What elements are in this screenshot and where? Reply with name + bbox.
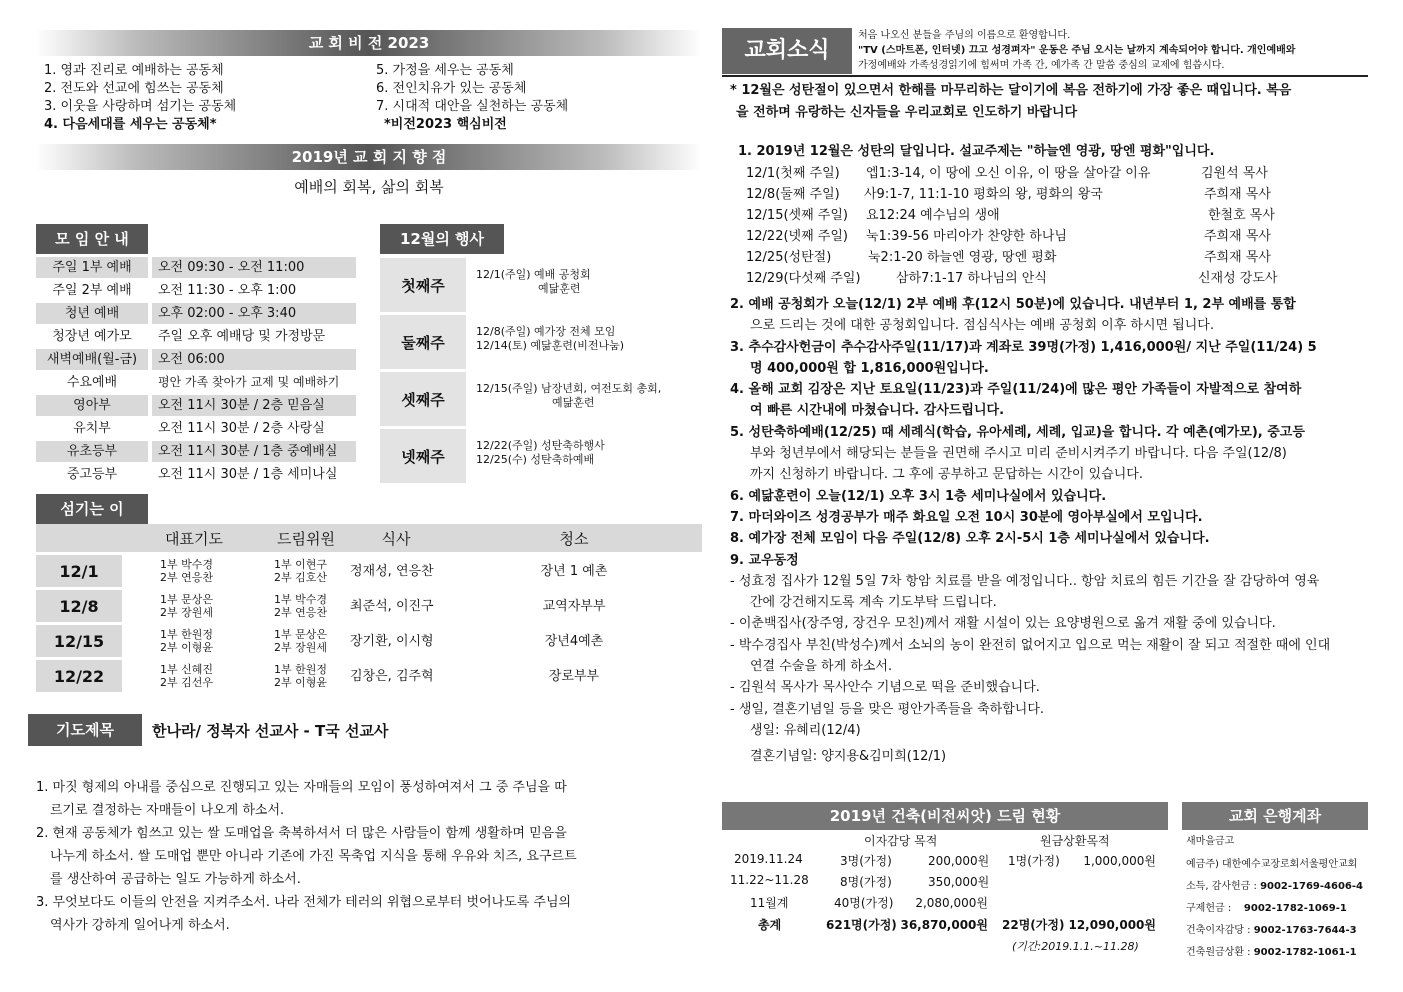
news-line: 8. 예가장 전체 모임이 다음 주일(12/8) 오후 2시-5시 1층 세미나실에서 있습니다.	[730, 531, 1210, 547]
prayer-item: 3. 무엇보다도 이들의 안전을 지켜주소서. 나라 전체가 테러의 위협으로부터 벗어나도록 주님의 역사가 강하게 일어나게 하소서.	[36, 895, 572, 933]
sermon-row: 12/25(성탄절) 눅2:1-20 하늘엔 영광, 땅엔 평화 주희재 목사	[746, 250, 1271, 265]
news-line: - 김원석 목사가 목사안수 기념으로 떡을 준비했습니다.	[730, 680, 1040, 696]
news-line: 여 빠른 시간내에 마쳤습니다. 감사드립니다.	[750, 403, 1005, 419]
week-label: 첫째주	[380, 258, 466, 312]
meeting-name: 주일 1부 예배	[36, 257, 148, 278]
header-clean: 청소	[559, 530, 589, 548]
week-events: 12/15(주일) 남장년회, 여전도회 총회, 예닮훈련	[476, 382, 662, 409]
news-line: - 박수경집사 부친(박성수)께서 소뇌의 농이 완전히 없어지고 입으로 먹는 재활이 잘 되고 적절한 때에 인대	[730, 637, 1331, 653]
news-line: 까지 신청하기 바랍니다. 그 후에 공부하고 문답하는 시간이 있습니다.	[750, 467, 1143, 483]
direction-title: 2019년 교 회 지 향 점	[36, 144, 702, 170]
news-line: 연결 수술을 하게 하소서.	[750, 659, 893, 675]
meeting-name: 유치부	[73, 421, 111, 436]
meeting-row	[36, 441, 356, 462]
news-items	[730, 294, 1370, 768]
news-item-1: 1. 2019년 12월은 성탄의 달입니다. 설교주제는 "하늘엔 영광, 땅엔 평화"입니다.	[738, 144, 1215, 159]
header-prayer: 대표기도	[165, 530, 223, 548]
vision-item: 2. 전도와 선교에 힘쓰는 공동체	[44, 81, 224, 96]
direction-text: 예배의 회복, 삶의 회복	[294, 178, 444, 196]
building-title: 2019년 건축(비전씨앗) 드림 현황	[722, 802, 1168, 830]
meeting-name: 주일 2부 예배	[52, 283, 132, 298]
building-period: (기간:2019.1.1.~11.28)	[1012, 940, 1139, 953]
prayer-subject: 한나라/ 정복자 선교사 - T국 선교사	[152, 722, 389, 740]
server-prayer: 1부 신혜진 2부 김선우	[160, 663, 213, 689]
building-header-interest: 이자감당 목적	[864, 834, 938, 848]
servers-header	[36, 524, 702, 552]
meeting-row	[36, 464, 356, 485]
week-label: 셋째주	[380, 372, 466, 426]
bank-info	[1186, 834, 1370, 964]
building-a2: 12,090,000원	[1068, 918, 1156, 932]
vision-list-right	[376, 62, 568, 134]
bank-holder: 예금주) 대한예수교장로회서울평안교회	[1186, 859, 1358, 870]
vision-item: 3. 이웃을 사랑하며 섬기는 공동체	[44, 99, 237, 114]
events-title: 12월의 행사	[380, 224, 504, 254]
sermon-row: 12/15(셋째 주일) 요12:24 예수님의 생애 한철호 목사	[746, 208, 1275, 223]
building-n2: 1명(가정)	[1008, 854, 1060, 868]
week-events: 12/22(주일) 성탄축하행사 12/25(수) 성탄축하예배	[476, 439, 605, 466]
meeting-name: 새벽예배(월-금)	[36, 349, 148, 370]
building-date: 11월계	[750, 896, 789, 910]
server-date: 12/22	[36, 660, 122, 692]
building-date: 총계	[758, 918, 782, 932]
news-line: 생일: 유혜리(12/4)	[750, 722, 861, 738]
meeting-row	[36, 418, 356, 439]
vision-list-left	[44, 62, 236, 134]
building-n1: 8명(가정)	[840, 875, 892, 889]
news-line: 3. 추수감사헌금이 추수감사주일(11/17)과 계좌로 39명(가정) 1,416,000원/ 지난 주일(11/24) 5	[730, 339, 1317, 355]
bank-account: 건축이자감당 : 9002-1763-7644-3	[1186, 925, 1357, 936]
server-date: 12/15	[36, 625, 122, 657]
sermon-row: 12/8(둘째 주일) 사9:1-7, 11:1-10 평화의 왕, 평화의 왕국 주희재 목사	[746, 187, 1271, 202]
vision-item-core: 4. 다음세대를 세우는 공동체*	[44, 117, 217, 132]
meeting-name: 청장년 예가모	[52, 329, 132, 344]
meeting-row	[36, 326, 356, 347]
bank-account: 소득, 감사헌금 : 9002-1769-4606-4	[1186, 881, 1363, 892]
server-clean: 장로부부	[548, 669, 600, 684]
meeting-name: 수요예배	[66, 375, 118, 390]
building-header-principal: 원금상환목적	[1040, 834, 1110, 848]
meeting-row	[36, 303, 356, 324]
meeting-info: 오전 11시 30분 / 2층 믿음실	[152, 395, 356, 416]
server-clean: 장년 1 예촌	[540, 564, 608, 579]
prayer-list	[36, 776, 676, 937]
server-clean: 교역자부부	[542, 599, 606, 614]
prayer-title: 기도제목	[28, 714, 142, 746]
meeting-info: 오전 11시 30분 / 2층 사랑실	[158, 421, 325, 436]
bank-account: 구제헌금 : 9002-1782-1069-1	[1186, 903, 1347, 914]
server-prayer: 1부 한원정 2부 이형윤	[160, 628, 213, 654]
meeting-info: 주일 오후 예배당 및 가정방문	[158, 329, 326, 344]
header-dream: 드림위원	[277, 530, 335, 548]
meeting-row	[36, 395, 356, 416]
meeting-info: 오전 09:30 - 오전 11:00	[152, 257, 356, 278]
meeting-info: 오전 06:00	[152, 349, 356, 370]
week-label: 둘째주	[380, 315, 466, 369]
news-line: 9. 교우동정	[730, 552, 799, 568]
news-line: 으로 드리는 것에 대한 공청회입니다. 점심식사는 예배 공청회 이후 하시면 됩니다.	[750, 318, 1215, 334]
vision-note: *비전2023 핵심비전	[384, 117, 507, 132]
server-dream: 1부 이현구 2부 김호산	[274, 558, 327, 584]
building-n2: 22명(가정)	[1002, 918, 1065, 932]
building-n1: 40명(가정)	[834, 896, 894, 910]
building-a2: 1,000,000원	[1083, 854, 1156, 868]
news-welcome: 처음 나오신 분들을 주님의 이름으로 환영합니다. "TV (스마트폰, 인터넷) 끄고 성경펴자" 운동은 주님 오시는 날까지 계속되어야 합니다. 개인예배와 가정예배와 가족성경읽기에 힘써며 가족 간, 예가족 간 말씀 중심의 교제에 힘씁시다.	[858, 30, 1296, 71]
building-date: 2019.11.24	[734, 852, 803, 866]
server-meal: 김창은, 김주혁	[350, 669, 434, 684]
meeting-info: 평안 가족 찾아가 교제 및 예배하기	[158, 375, 340, 389]
week-label: 넷째주	[380, 429, 466, 483]
building-a1: 200,000원	[928, 854, 990, 868]
events-list	[380, 258, 702, 486]
news-line: 간에 강건해지도록 계속 기도부탁 드립니다.	[750, 595, 997, 611]
meeting-row	[36, 349, 356, 370]
meeting-name: 청년 예배	[36, 303, 148, 324]
news-title: 교회소식	[722, 28, 852, 74]
prayer-item: 1. 마짓 형제의 아내를 중심으로 진행되고 있는 자매들의 모임이 풍성하여져서 그 중 주님을 따 르기로 결정하는 자매들이 나오게 하소서.	[36, 780, 567, 818]
sermon-row: 12/1(첫째 주일) 엡1:3-14, 이 땅에 오신 이유, 이 땅을 살아갈 이유 김원석 목사	[746, 166, 1268, 181]
server-meal: 장기환, 이시형	[350, 634, 434, 649]
building-date: 11.22~11.28	[730, 873, 809, 887]
news-line: 4. 올해 교회 김장은 지난 토요일(11/23)과 주일(11/24)에 많은 평안 가족들이 자발적으로 참여하	[730, 382, 1302, 398]
meetings-table	[36, 257, 356, 485]
building-a1: 36,870,000원	[900, 918, 988, 932]
news-line: - 이춘백집사(장주영, 장건우 모친)께서 재활 시설이 있는 요양병원으로 옮겨 재활 중에 있습니다.	[730, 616, 1276, 632]
server-dream: 1부 한원정 2부 이형윤	[274, 663, 327, 689]
week-events: 12/1(주일) 예배 공청회 예닮훈련	[476, 268, 591, 295]
server-prayer: 1부 박수경 2부 연응찬	[160, 558, 213, 584]
news-line: 2. 예배 공청회가 오늘(12/1) 2부 예배 후(12시 50분)에 있습니다. 내년부터 1, 2부 예배를 통합	[730, 297, 1296, 312]
server-prayer: 1부 문상은 2부 장원세	[160, 593, 213, 619]
bank-name: 새마을금고	[1186, 836, 1235, 847]
news-line: 7. 마더와이즈 성경공부가 매주 화요일 오전 10시 30분에 영아부실에서 모입니다.	[730, 509, 1203, 525]
meeting-info: 오후 02:00 - 오후 3:40	[152, 303, 356, 324]
meeting-row	[36, 372, 356, 393]
sermon-row: 12/29(다섯째 주일) 삼하7:1-17 하나님의 안식 신재성 강도사	[746, 271, 1278, 286]
meeting-row	[36, 257, 356, 278]
vision-item: 7. 시대적 대안을 실천하는 공동체	[376, 99, 569, 114]
server-dream: 1부 박수경 2부 연응찬	[274, 593, 327, 619]
building-a1: 350,000원	[928, 875, 990, 889]
server-date: 12/8	[36, 590, 122, 622]
meeting-name: 유초등부	[36, 441, 148, 462]
week-events: 12/8(주일) 예가장 전체 모임 12/14(토) 예닮훈련(비전나눔)	[476, 325, 624, 352]
vision-title: 교 회 비 전 2023	[36, 30, 702, 56]
building-table	[722, 832, 1168, 962]
news-line: 명 400,000원 합 1,816,000원입니다.	[750, 360, 989, 376]
servers-rows	[36, 555, 702, 695]
vision-item: 6. 전인치유가 있는 공동체	[376, 81, 527, 96]
meeting-name: 영아부	[36, 395, 148, 416]
news-line: - 생일, 결혼기념일 등을 맞은 평안가족들을 축하합니다.	[730, 701, 1045, 717]
news-line: - 성효정 집사가 12월 5일 7차 항암 치료를 받을 예정입니다.. 항암 치료의 힘든 기간을 잘 감당하여 영육	[730, 573, 1320, 589]
meeting-name: 중고등부	[66, 467, 118, 482]
vision-item: 1. 영과 진리로 예배하는 공동체	[44, 63, 224, 78]
meeting-info: 오전 11시 30분 / 1층 세미나실	[158, 467, 338, 482]
bank-account: 건축원금상환 : 9002-1782-1061-1	[1186, 947, 1357, 958]
building-n1: 3명(가정)	[840, 854, 892, 868]
sermon-list	[746, 163, 1306, 289]
sermon-row: 12/22(넷째 주일) 눅1:39-56 마리아가 찬양한 하나님 주희재 목사	[746, 229, 1271, 244]
servers-title: 섬기는 이	[36, 494, 148, 524]
bank-title: 교회 은행계좌	[1182, 802, 1368, 830]
meeting-info: 오전 11:30 - 오후 1:00	[158, 283, 297, 298]
building-a1: 2,080,000원	[915, 896, 988, 910]
news-line: 부와 청년부에서 해당되는 분들을 권면해 주시고 미리 준비시켜주기 바랍니다. 다음 주일(12/8)	[750, 446, 1287, 462]
server-meal: 최준석, 이진구	[350, 599, 434, 614]
meeting-info: 오전 11시 30분 / 1층 중예배실	[152, 441, 356, 462]
building-n1: 621명(가정)	[826, 918, 897, 932]
news-intro: * 12월은 성탄절이 있으면서 한해를 마무리하는 달이기에 복음 전하기에 가장 좋은 때입니다. 복음 을 전하며 유랑하는 신자들을 우리교회로 인도하기 바랍니다	[730, 83, 1292, 120]
vision-item: 5. 가정을 세우는 공동체	[376, 63, 514, 78]
prayer-item: 2. 현재 공동체가 힘쓰고 있는 쌀 도매업을 축복하셔서 더 많은 사람들이 함께 생활하며 믿음을 나누게 하소서. 쌀 도매업 뿐만 아니라 기존에 가진 목축업 지식을 통해 우유와 치즈, 요구르트 를 생산하여 공급하는 일도 가능하게 하소서.	[36, 826, 577, 887]
server-dream: 1부 문상은 2부 장원세	[274, 628, 327, 654]
news-divider	[722, 75, 1368, 77]
news-line: 6. 예닮훈련이 오늘(12/1) 오후 3시 1층 세미나실에서 있습니다.	[730, 488, 1107, 504]
news-line: 5. 성탄축하예배(12/25) 때 세례식(학습, 유아세례, 세례, 입교)을 합니다. 각 예촌(예가모), 중고등	[730, 424, 1305, 440]
meeting-row	[36, 280, 356, 301]
server-date: 12/1	[36, 555, 122, 587]
server-clean: 장년4예촌	[544, 634, 604, 649]
server-meal: 정재성, 연응찬	[350, 564, 434, 579]
meetings-title: 모 임 안 내	[36, 224, 148, 254]
header-meal: 식사	[381, 530, 411, 548]
news-line: 결혼기념일: 양지용&김미희(12/1)	[750, 749, 947, 765]
